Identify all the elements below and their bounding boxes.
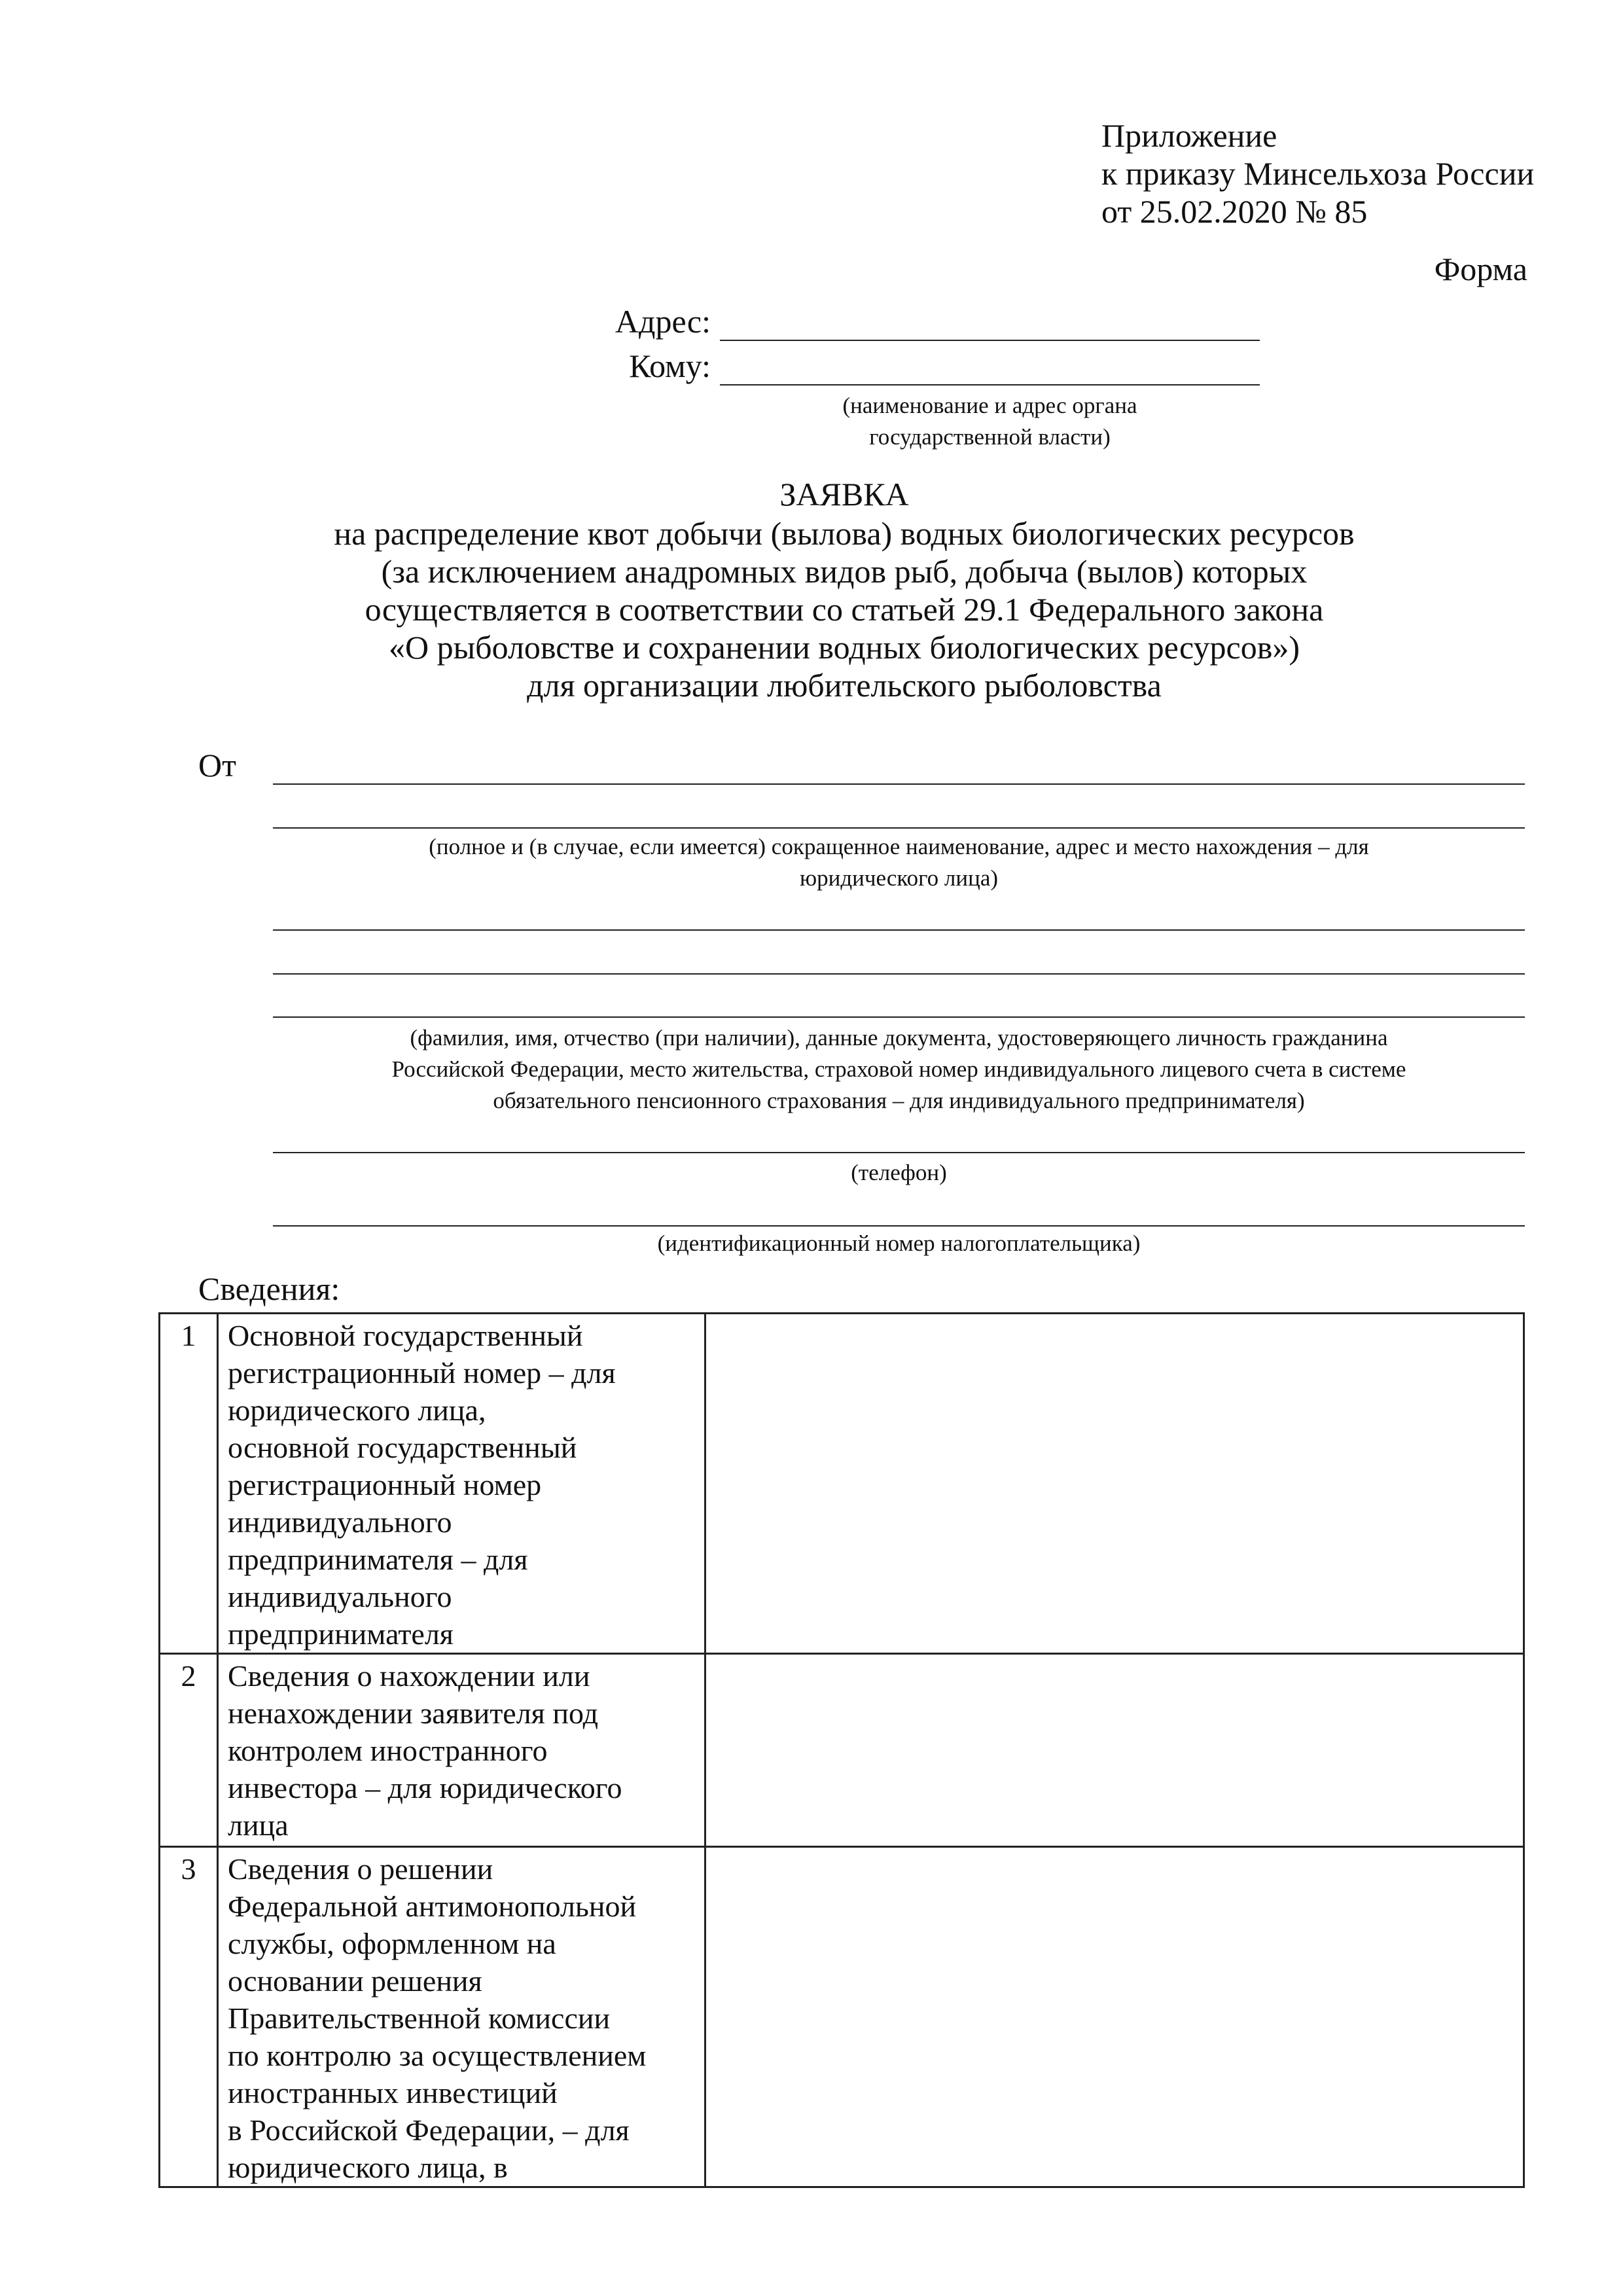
row-description-line: лица [228, 1808, 289, 1842]
row-description-line: индивидуального [228, 1580, 452, 1613]
ip-caption-line-1: (фамилия, имя, отчество (при наличии), данные документа, удостоверяющего личность гражданина [410, 1025, 1388, 1050]
title-line: «О рыболовстве и сохранении водных биологических ресурсов») [388, 629, 1300, 666]
row-description-line: предпринимателя [228, 1617, 454, 1651]
from-field-line-2[interactable] [273, 827, 1525, 829]
row-value-cell[interactable] [705, 1847, 1524, 2187]
row-description-line: юридического лица, [228, 1393, 486, 1427]
row-description-line: Сведения о решении [228, 1852, 493, 1886]
ip-caption-line-2: Российской Федерации, место жительства, страховой номер индивидуального лицевого счета в системе [391, 1056, 1406, 1082]
row-description-line: регистрационный номер [228, 1468, 542, 1501]
row-description-line: Правительственной комиссии [228, 2001, 611, 2035]
row-description-line: Основной государственный [228, 1319, 583, 1352]
row-value-cell[interactable] [705, 1314, 1524, 1654]
legal-caption-line-2: юридического лица) [799, 865, 999, 891]
title-line: для организации любительского рыболовства [527, 667, 1162, 704]
appendix-line-3: от 25.02.2020 № 85 [1101, 193, 1368, 230]
info-table [158, 1312, 1525, 2188]
table-row [160, 1654, 1524, 1847]
title-line: на распределение квот добычи (вылова) водных биологических ресурсов [334, 515, 1355, 552]
row-description-line: инвестора – для юридического [228, 1771, 622, 1804]
legal-entity-caption [273, 831, 1525, 894]
ip-caption-line-3: обязательного пенсионного страхования – для индивидуального предпринимателя) [493, 1088, 1305, 1113]
from-label: От [198, 747, 236, 783]
row-number: 3 [160, 1847, 218, 2187]
row-value-cell[interactable] [705, 1654, 1524, 1847]
info-label: Сведения: [198, 1270, 340, 1307]
appendix-line-1: Приложение [1101, 117, 1277, 154]
row-description-line: контролем иностранного [228, 1734, 548, 1767]
entrepreneur-caption [273, 1022, 1525, 1117]
from-field-line-1[interactable] [273, 783, 1525, 785]
table-row [160, 1847, 1524, 2187]
authority-caption-line-2: государственной власти) [869, 424, 1111, 450]
row-description [218, 1654, 705, 1847]
row-number: 1 [160, 1314, 218, 1654]
document-title [196, 475, 1492, 704]
phone-field[interactable] [273, 1152, 1525, 1153]
legal-caption-line-1: (полное и (в случае, если имеется) сокращенное наименование, адрес и место нахождения – для [429, 834, 1369, 859]
address-label: Адрес: [615, 303, 711, 340]
authority-caption [720, 390, 1260, 453]
inn-field[interactable] [273, 1225, 1525, 1227]
row-description [218, 1847, 705, 2187]
title-heading: ЗАЯВКА [779, 476, 909, 512]
row-description-line: ненахождении заявителя под [228, 1696, 599, 1730]
address-field[interactable] [720, 340, 1260, 341]
row-description-line: по контролю за осуществлением [228, 2039, 647, 2072]
row-description-line: индивидуального [228, 1505, 452, 1539]
row-description-line: основании решения [228, 1964, 482, 1998]
row-description-line: основной государственный [228, 1431, 577, 1464]
authority-caption-line-1: (наименование и адрес органа [842, 393, 1137, 418]
row-description-line: Сведения о нахождении или [228, 1659, 590, 1693]
table-row [160, 1314, 1524, 1654]
row-description-line: юридического лица, в [228, 2151, 508, 2184]
ip-field-line-2[interactable] [273, 973, 1525, 975]
row-description-line: регистрационный номер – для [228, 1356, 616, 1390]
row-description-line: предпринимателя – для [228, 1543, 528, 1576]
form-label: Форма [1434, 251, 1527, 287]
row-description-line: иностранных инвестиций [228, 2076, 558, 2109]
row-description [218, 1314, 705, 1654]
row-description-line: в Российской Федерации, – для [228, 2113, 630, 2147]
ip-field-line-1[interactable] [273, 929, 1525, 931]
row-description-line: службы, оформленном на [228, 1927, 556, 1960]
to-label: Кому: [629, 348, 711, 384]
appendix-block [1101, 117, 1534, 230]
title-line: (за исключением анадромных видов рыб, добыча (вылов) которых [381, 553, 1308, 590]
phone-caption: (телефон) [851, 1160, 947, 1185]
ip-field-line-3[interactable] [273, 1016, 1525, 1018]
title-line: осуществляется в соответствии со статьей 29.1 Федерального закона [365, 591, 1324, 628]
appendix-line-2: к приказу Минсельхоза России [1101, 155, 1535, 192]
inn-caption: (идентификационный номер налогоплательщика) [657, 1230, 1141, 1256]
row-number: 2 [160, 1654, 218, 1847]
to-field[interactable] [720, 384, 1260, 386]
row-description-line: Федеральной антимонопольной [228, 1890, 637, 1923]
